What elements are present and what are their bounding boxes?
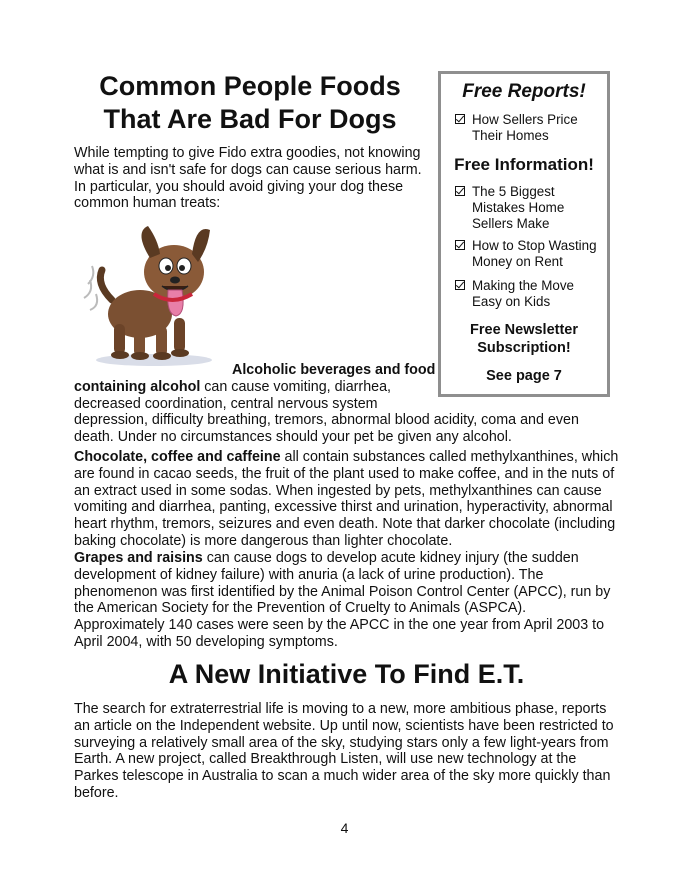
alcohol-heading-line1: Alcoholic beverages and food: [232, 362, 436, 378]
chocolate-heading: Chocolate, coffee and caffeine: [74, 449, 281, 465]
info-item-biggest-mistakes[interactable]: [455, 184, 605, 232]
alcohol-heading-line2: containing alcohol: [74, 378, 201, 395]
info-item-label: How to Stop Wasting Money on Rent: [472, 238, 597, 269]
info-item-label: Making the Move Easy on Kids: [472, 278, 574, 309]
alcohol-text-rest: depression, difficulty breathing, tremors, abnormal blood acidity, coma and even death. Under no circumstances should your pet be given any alcohol.: [74, 412, 579, 446]
chocolate-paragraph: [74, 449, 619, 550]
free-reports-sidebar: [438, 71, 610, 397]
alcohol-text-line2: can cause vomiting, diarrhea,: [200, 378, 392, 395]
grapes-paragraph: [74, 550, 619, 651]
free-information-heading: Free Information!: [454, 155, 594, 174]
checked-box-icon: [455, 240, 465, 250]
info-item-move-easy-kids[interactable]: [455, 278, 605, 310]
page-number: 4: [340, 820, 349, 836]
checked-box-icon: [455, 280, 465, 290]
report-item-sellers-price[interactable]: [455, 112, 605, 144]
et-article-text: The search for extraterrestrial life is moving to a new, more ambitious phase, reports an article on the Independent website. Up until now, scientists have been restricted to surveying a relatively small area of the sky, studying stars only a few light-years from Earth. A new project, called Breakthrough Listen, will use new technology at the Parkes telescope in Australia to scan a much wider area of the sky more quickly than before.: [74, 701, 614, 801]
checked-box-icon: [455, 186, 465, 196]
checked-box-icon: [455, 114, 465, 124]
grapes-text: can cause dogs to develop acute kidney injury (the sudden development of kidney failure) with anuria (a lack of urine production). The phenomenon was first identified by the Animal Poison Control Center (APCC), run by the American Society for the Prevention of Cruelty to Animals (ASPCA). Approximately 140 cases were seen by the APCC in the one year from April 2003 to April 2004, with 50 developing symptoms.: [74, 550, 611, 650]
alcohol-text-line3: decreased coordination, central nervous system: [74, 395, 378, 412]
newsletter-offer: Free Newsletter Subscription!: [470, 322, 578, 356]
free-reports-heading: Free Reports!: [462, 81, 586, 102]
article-title: Common People Foods That Are Bad For Dogs: [99, 71, 401, 134]
et-article-title: A New Initiative To Find E.T.: [168, 659, 525, 689]
cartoon-dog-illustration: [74, 214, 230, 370]
info-item-stop-wasting-money[interactable]: [455, 238, 605, 270]
report-item-label: How Sellers Price Their Homes: [472, 112, 578, 143]
article-intro: While tempting to give Fido extra goodies, not knowing what is and isn't safe for dogs can cause serious harm. In particular, you should avoid giving your dog these common human treats:: [74, 145, 422, 212]
info-item-label: The 5 Biggest Mistakes Home Sellers Make: [472, 184, 565, 231]
chocolate-text: all contain substances called methylxanthines, which are found in cacao seeds, the fruit of the plant used to make coffee, and in the nuts of an extract used in some sodas. When ingested by pets, methylxanthines can cause vomiting and diarrhea, panting, excessive thirst and urination, hyperactivity, abnormal heart rhythm, tremors, seizures and even death. Note that darker chocolate (including baking chocolate) is more dangerous than lighter chocolate.: [74, 449, 619, 549]
see-page-link[interactable]: See page 7: [486, 368, 562, 384]
grapes-heading: Grapes and raisins: [74, 550, 203, 566]
